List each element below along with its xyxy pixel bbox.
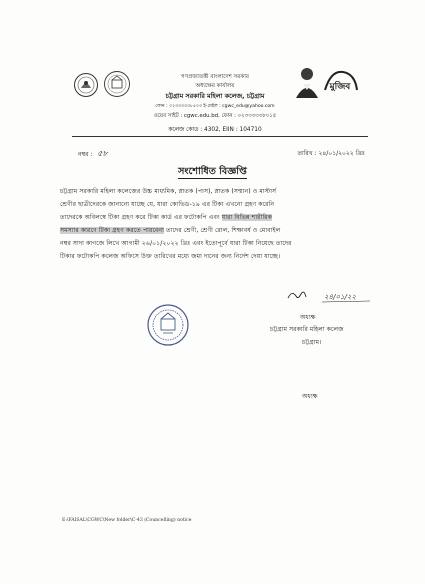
header-college-name: চট্টগ্রাম সরকারি মহিলা কলেজ, চট্টগ্রাম: [165, 92, 265, 100]
header-college-code: কলেজ কোড : 4302, EIIN : 104710: [168, 127, 262, 133]
mujib-logo-text: মুজিব: [329, 82, 351, 92]
body-line-4: [60, 225, 280, 236]
signature-org: চট্টগ্রাম সরকারি মহিলা কলেজ: [270, 326, 344, 333]
second-signature-title: অধ্যক্ষ: [302, 393, 318, 400]
memo-number: [78, 148, 108, 161]
body-line-5: নম্বর সাদা কাগজে লিখে আগামী ২৬/০১/২০২২ খ্রিঃ এবং ইতোপূর্বে যারা টিকা নিয়েছে তাদের: [60, 240, 292, 247]
memo-value: ৫৮: [97, 149, 108, 158]
government-emblem-icon: [73, 72, 99, 98]
header-contact: ফোন : ০২৩৩৩৩৩৮৫০৩ ই-মেইল : cgwc_edu@yahoo.com: [155, 104, 275, 109]
body-line-4-text: তাদের শ্রেণী, শ্রেণী রোল, শিক্ষাবর্ষ ও মোবাইল: [163, 227, 281, 234]
header-government: গণপ্রজাতন্ত্রী বাংলাদেশ সরকার: [181, 74, 249, 80]
notice-title-text: সংশোধিত বিজ্ঞপ্তি: [178, 166, 247, 177]
official-seal-icon: [146, 302, 190, 348]
body-line-3-text: তাদেরকে অবিলম্বে টিকা গ্রহণ করে টিকা কার্ড এর ফটোকপি এবং: [60, 214, 222, 221]
signature-city: চট্টগ্রাম।: [302, 339, 322, 346]
signature-date: ২৪/০১/২২: [324, 293, 357, 301]
body-line-6: টিকার ফটোকপি কলেজ অফিসে উক্ত তারিখের মধ্যে জমা দানের জন্য নির্দেশ দেয়া যাচ্ছে।: [60, 253, 281, 260]
body-line-3: [60, 212, 272, 223]
highlighted-text: যারা বিভিন্ন শারীরিক: [221, 214, 272, 221]
signature-title: অধ্যক্ষ: [300, 314, 316, 321]
handwritten-signature: [286, 286, 376, 306]
body-line-1: চট্টগ্রাম সরকারি মহিলা কলেজের উচ্চ মাধ্যমিক, স্নাতক (পাস), স্নাতক (সম্মান) ও মাস্টার্স: [60, 188, 277, 195]
file-path-footer: E:\FAISAL\CGWC\New folder\C-43 (Councelling) notice: [62, 518, 192, 523]
highlighted-text: সমস্যার কারণে টিকা গ্রহণ করতে পারবেনা: [60, 227, 164, 234]
header-office: অধ্যক্ষের কার্যালয়: [195, 83, 235, 89]
memo-label: নম্বর :: [78, 151, 93, 158]
notice-title: [0, 165, 425, 180]
body-line-2: শ্রেণীর ছাত্রীদেরকে জানানো যাচ্ছে যে, যারা কোভিড-১৯ এর টিকা এখনো গ্রহণ করেনি: [60, 201, 275, 208]
header-divider: [72, 136, 368, 137]
memo-date: তারিখ : ২৪/০১/২০২২ খ্রিঃ: [297, 150, 365, 157]
mujib-logo-icon: [323, 66, 359, 96]
header-website: ওয়েব সাইট : cgwc.edu.bd, ফোন : ০২৩৩৩৩৩৮০১৫: [153, 113, 277, 119]
